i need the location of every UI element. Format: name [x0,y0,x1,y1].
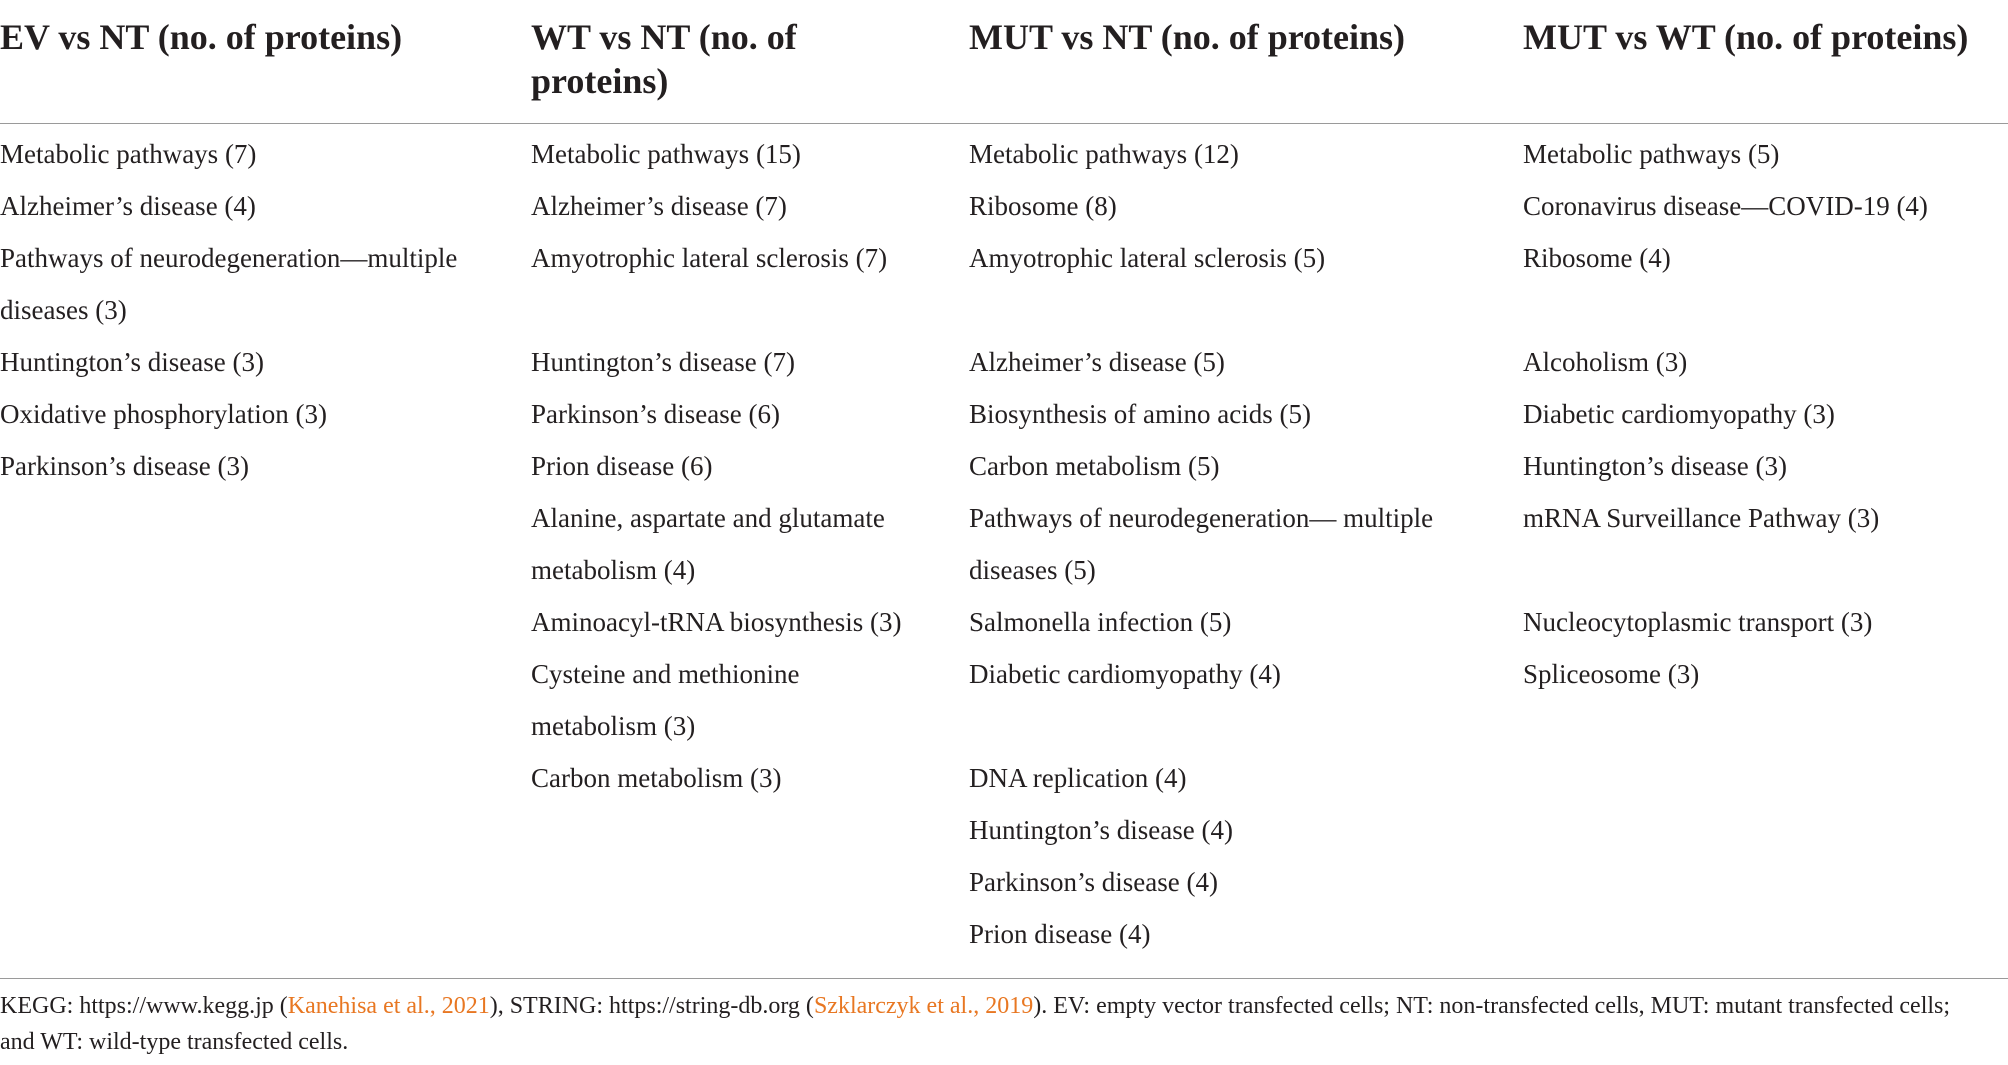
table-cell: Pathways of neurodegeneration— multiple diseases (5) [969,503,1434,585]
table-cell: Salmonella infection (5) [969,607,1232,637]
column-mut-vs-wt [1523,128,2003,700]
table-cell: Ribosome (4) [1523,243,1671,273]
table-cell: Diabetic cardiomyopathy (3) [1523,399,1835,429]
table-cell: Alzheimer’s disease (7) [531,191,787,221]
blank-spacer [531,284,961,336]
footnote-text: KEGG: https://www.kegg.jp ( [0,993,288,1019]
table-cell: Prion disease (4) [969,919,1151,949]
table-cell: Metabolic pathways (7) [0,139,257,169]
table-cell: Alzheimer’s disease (5) [969,347,1225,377]
table-cell: Parkinson’s disease (3) [0,451,249,481]
blank-spacer [969,284,1489,336]
table-cell: Spliceosome (3) [1523,659,1700,689]
table-cell: Alanine, aspartate and glutamate metabolism (4) [531,503,885,585]
column-ev-vs-nt [0,128,500,492]
table-cell: Huntington’s disease (3) [1523,451,1787,481]
header-wt-vs-nt: WT vs NT (no. of proteins) [531,17,797,101]
table-cell: Huntington’s disease (3) [0,347,264,377]
table-cell: Amyotrophic lateral sclerosis (5) [969,243,1326,273]
header-mut-vs-nt: MUT vs NT (no. of proteins) [969,17,1406,57]
footer-divider [0,978,2008,979]
table-cell: Metabolic pathways (15) [531,139,801,169]
table-header-row [0,0,2008,124]
citation-link-kanehisa[interactable]: Kanehisa et al., 2021 [287,993,490,1019]
citation-link-szklarczyk[interactable]: Szklarczyk et al., 2019 [813,993,1034,1019]
table-cell: mRNA Surveillance Pathway (3) [1523,503,1880,533]
blank-spacer [1523,544,2003,596]
table-cell: Huntington’s disease (7) [531,347,795,377]
table-cell: DNA replication (4) [969,763,1187,793]
blank-spacer [1523,284,2003,336]
table-cell: Biosynthesis of amino acids (5) [969,399,1311,429]
column-wt-vs-nt [531,128,961,804]
table-cell: Carbon metabolism (3) [531,763,782,793]
table-cell: Carbon metabolism (5) [969,451,1220,481]
table-cell: Cysteine and methionine metabolism (3) [531,659,800,741]
table-footnote [0,988,1990,1060]
header-mut-vs-wt: MUT vs WT (no. of proteins) [1523,17,1969,57]
blank-spacer [969,700,1489,752]
table-cell: Metabolic pathways (5) [1523,139,1780,169]
footnote-text: ). EV: empty vector transfected cells; NT: non-transfected cells, MUT: mutant transfected cells; and WT: wild-type transfected cells. [0,993,1951,1055]
footnote-text: ), STRING: https://string-db.org ( [489,993,814,1019]
table-cell: Huntington’s disease (4) [969,815,1233,845]
table-cell: Oxidative phosphorylation (3) [0,399,327,429]
table-cell: Nucleocytoplasmic transport (3) [1523,607,1873,637]
column-mut-vs-nt [969,128,1489,960]
table-cell: Amyotrophic lateral sclerosis (7) [531,243,888,273]
header-ev-vs-nt: EV vs NT (no. of proteins) [0,17,403,57]
table-cell: Pathways of neurodegeneration—multiple diseases (3) [0,243,458,325]
table-cell: Aminoacyl-tRNA biosynthesis (3) [531,607,902,637]
table-cell: Diabetic cardiomyopathy (4) [969,659,1281,689]
table-cell: Alcoholism (3) [1523,347,1688,377]
table-cell: Parkinson’s disease (6) [531,399,780,429]
table-cell: Alzheimer’s disease (4) [0,191,256,221]
table-cell: Coronavirus disease—COVID-19 (4) [1523,191,1928,221]
table-cell: Metabolic pathways (12) [969,139,1239,169]
table-cell: Parkinson’s disease (4) [969,867,1218,897]
table-cell: Ribosome (8) [969,191,1117,221]
table-cell: Prion disease (6) [531,451,713,481]
